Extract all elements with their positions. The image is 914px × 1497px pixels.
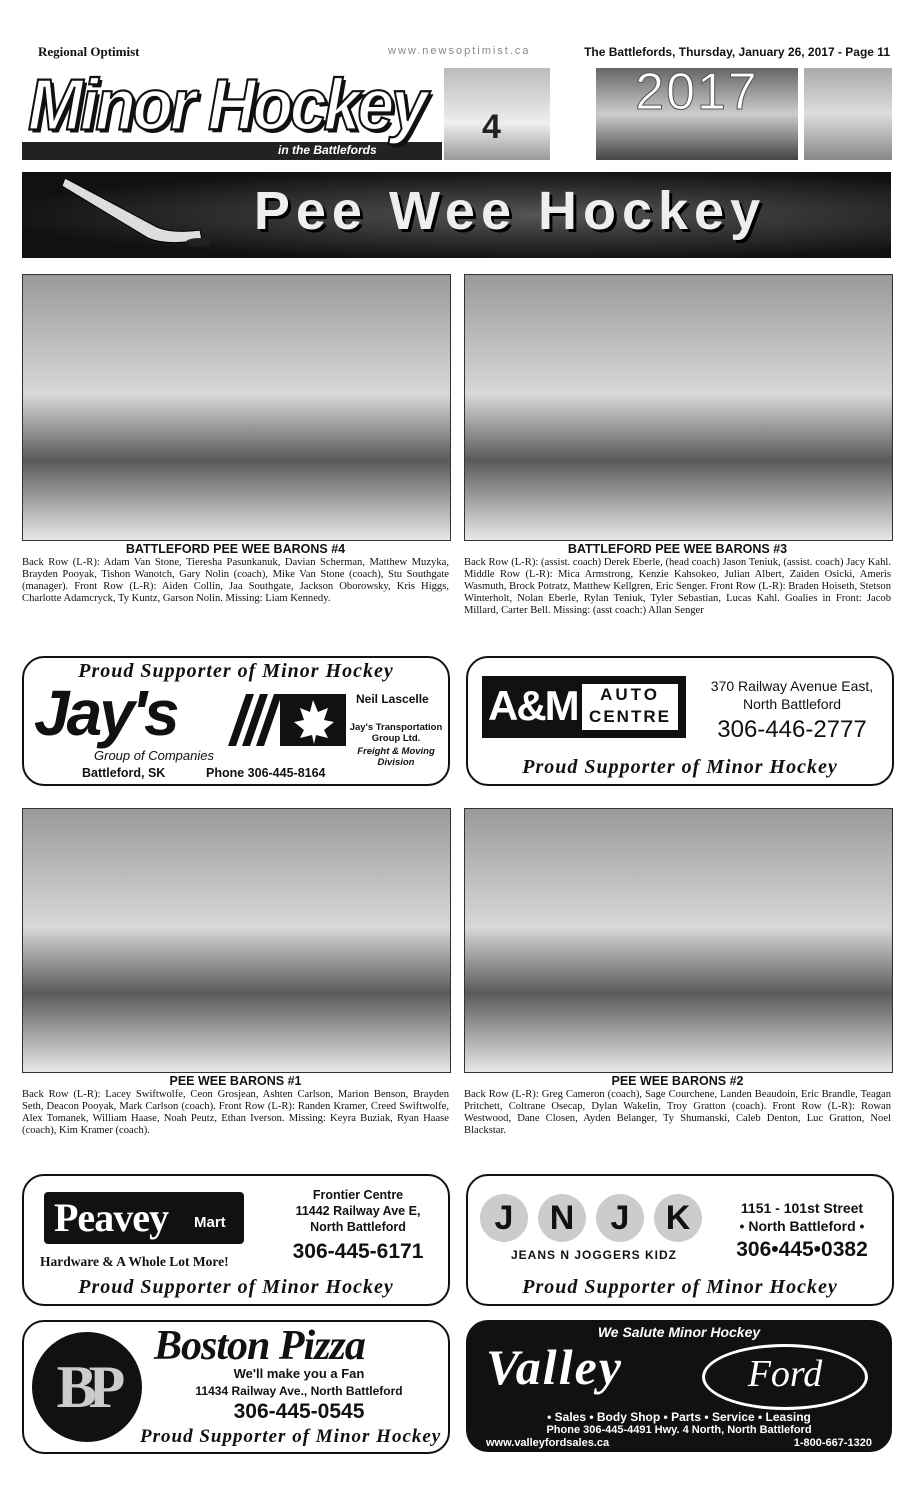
boston-pizza-logo: Boston Pizza	[154, 1323, 365, 1369]
valley-tollfree: 1-800-667-1320	[793, 1437, 872, 1449]
hockey-stick-icon	[60, 176, 210, 246]
am-logo	[482, 676, 686, 738]
peavey-phone: 306-445-6171	[292, 1240, 424, 1263]
team-photo-barons-2	[464, 808, 893, 1073]
team-photo-barons-1	[22, 808, 451, 1073]
ford-logo-text: Ford	[747, 1353, 823, 1395]
banner-year: 2017	[635, 63, 759, 121]
jnjk-phone: 306•445•0382	[736, 1238, 868, 1261]
boston-pizza-slogan: Proud Supporter of Minor Hockey	[140, 1426, 442, 1447]
valley-ford-ad[interactable]	[466, 1320, 892, 1452]
paper-name: Regional Optimist	[38, 44, 140, 59]
am-auto-ad[interactable]	[466, 656, 894, 786]
banner-player-photo	[444, 68, 550, 160]
jnjk-letter: J	[596, 1194, 644, 1242]
team-caption: Back Row (L-R): Greg Cameron (coach), Sage Courchene, Landen Beaudoin, Eric Brandle, Teagan Pritchett, Coltrane Osecap, Dylan Wakelin, Troy Gratton (coach). Front Row (L-R): Rowan Westwood, Dane Closen, Ayden Belanger, Ty Shumanski, Caleb Denton, Luc Gratton, Noel Blackstar.	[464, 1089, 891, 1136]
banner-skates-photo	[804, 68, 892, 160]
jnjk-name: JEANS N JOGGERS KIDZ	[510, 1248, 678, 1262]
paper-url[interactable]: www.newsoptimist.ca	[388, 45, 531, 57]
jays-logo: Jay's	[34, 677, 177, 749]
dateline: The Battlefords, Thursday, January 26, 2017 - Page 11	[584, 45, 890, 59]
am-logo-text: A&M	[488, 682, 578, 729]
jersey-number: 4	[482, 108, 501, 146]
peavey-address-1: Frontier Centre	[312, 1188, 404, 1202]
jnjk-logo	[476, 1190, 712, 1264]
am-logo-auto: AUTO	[600, 685, 660, 704]
boston-pizza-ad[interactable]	[22, 1320, 450, 1454]
team-name: BATTLEFORD PEE WEE BARONS #4	[125, 542, 346, 556]
jays-phone: Phone 306-445-8164	[206, 766, 326, 780]
jnjk-address-2: • North Battleford •	[739, 1218, 865, 1234]
jays-group: Group of Companies	[94, 748, 214, 763]
jays-division: Freight & Moving Division	[357, 746, 435, 768]
boston-pizza-phone: 306-445-0545	[233, 1400, 365, 1423]
team-caption: Back Row (L-R): Adam Van Stone, Tieresha Pasunkanuk, Davian Scherman, Matthew Muzyka, Brayden Pooyak, Tishon Wanotch, Gary Nolin (coach), Mike Van Stone (coach), Stu Southgate (manager). Front Row (L-R): Aiden Collin, Jaa Southgate, Jackson Oborowsky, Kris Higgs, Charlotte Adamcryck, Ty Kuntz, Garson Nolin. Missing: Liam Kennedy.	[22, 557, 449, 604]
peavey-slogan: Proud Supporter of Minor Hockey	[78, 1276, 394, 1298]
team-name: PEE WEE BARONS #1	[169, 1074, 302, 1088]
jnjk-letter: N	[538, 1194, 586, 1242]
banner-title: Minor Hockey	[28, 63, 425, 145]
team-photo-barons-3	[464, 274, 893, 541]
jays-location: Battleford, SK	[82, 766, 166, 780]
jays-company: Jay's Transportation Group Ltd.	[349, 722, 443, 744]
boston-pizza-monogram-text: BP	[56, 1354, 118, 1420]
valley-heading: We Salute Minor Hockey	[597, 1324, 761, 1340]
valley-logo: Valley	[486, 1339, 623, 1395]
jays-contact: Neil Lascelle	[356, 692, 429, 706]
jays-slogan: Proud Supporter of Minor Hockey	[78, 660, 394, 682]
jnjk-slogan: Proud Supporter of Minor Hockey	[522, 1276, 838, 1298]
am-logo-centre: CENTRE	[589, 707, 671, 726]
jnjk-ad[interactable]	[466, 1174, 894, 1306]
boston-pizza-address: 11434 Railway Ave., North Battleford	[195, 1384, 403, 1398]
am-address-line-2: North Battleford	[742, 696, 842, 712]
team-caption: Back Row (L-R): (assist. coach) Derek Eberle, (head coach) Jason Teniuk, (assist. coach) Jacy Kahl. Middle Row (L-R): Mica Armstrong, Kenzie Kahsokeo, Julian Albert, Zaiden Osicki, Ameris Wasmuth, Brock Potratz, Matthew Kellgren, Eric Senger. Front Row (L-R): Braden Hoiseth, Stetson Winterholt, Nolan Eberle, Rylan Teniuk, Tyler Sebastian, Lucas Kahl. Goalies in Front: Jacob Millard, Carter Bell. Missing: (asst coach:) Allan Senger	[464, 557, 891, 616]
peavey-logo	[44, 1192, 244, 1244]
boston-pizza-tagline: We'll make you a Fan	[233, 1366, 365, 1381]
valley-phone-line: Phone 306-445-4491 Hwy. 4 North, North Battleford	[546, 1424, 812, 1436]
am-slogan: Proud Supporter of Minor Hockey	[522, 756, 838, 778]
peavey-logo-text: Peavey	[54, 1195, 168, 1240]
jnjk-letter: J	[480, 1194, 528, 1242]
team-caption: Back Row (L-R): Lacey Swiftwolfe, Ceon Grosjean, Ashten Carlson, Marion Benson, Brayden Seth, Deacon Pooyak, Mark Carlson (coach). Front Row (L-R): Randen Kramer, Creed Swiftwolfe, Alex Tomanek, William Haase, Noah Peutz, Ethan Iverson. Missing: Keyra Buziak, Ryan Haase (coach), Kim Kramer (coach).	[22, 1089, 449, 1136]
banner-subtitle: in the Battlefords	[278, 143, 377, 157]
am-phone: 306-446-2777	[717, 716, 867, 743]
jnjk-letter: K	[654, 1194, 702, 1242]
jnjk-address-1: 1151 - 101st Street	[740, 1200, 864, 1216]
valley-website[interactable]: www.valleyfordsales.ca	[486, 1437, 610, 1449]
boston-pizza-monogram	[32, 1332, 142, 1442]
section-title: Pee Wee Hockey	[253, 181, 767, 241]
peavey-tagline: Hardware & A Whole Lot More!	[40, 1254, 229, 1269]
peavey-address-2: 11442 Railway Ave E,	[295, 1204, 421, 1218]
maple-leaf-icon	[228, 690, 348, 750]
team-photo-barons-4	[22, 274, 451, 541]
am-address-line-1: 370 Railway Avenue East,	[710, 678, 874, 694]
team-name: BATTLEFORD PEE WEE BARONS #3	[567, 542, 788, 556]
peavey-mart-ad[interactable]	[22, 1174, 450, 1306]
ford-oval-logo	[702, 1344, 868, 1410]
valley-services: • Sales • Body Shop • Parts • Service • Leasing	[547, 1410, 811, 1424]
team-name: PEE WEE BARONS #2	[611, 1074, 744, 1088]
peavey-address-3: North Battleford	[310, 1220, 406, 1234]
peavey-logo-suffix: Mart	[194, 1214, 226, 1231]
jays-ad[interactable]	[22, 656, 450, 786]
